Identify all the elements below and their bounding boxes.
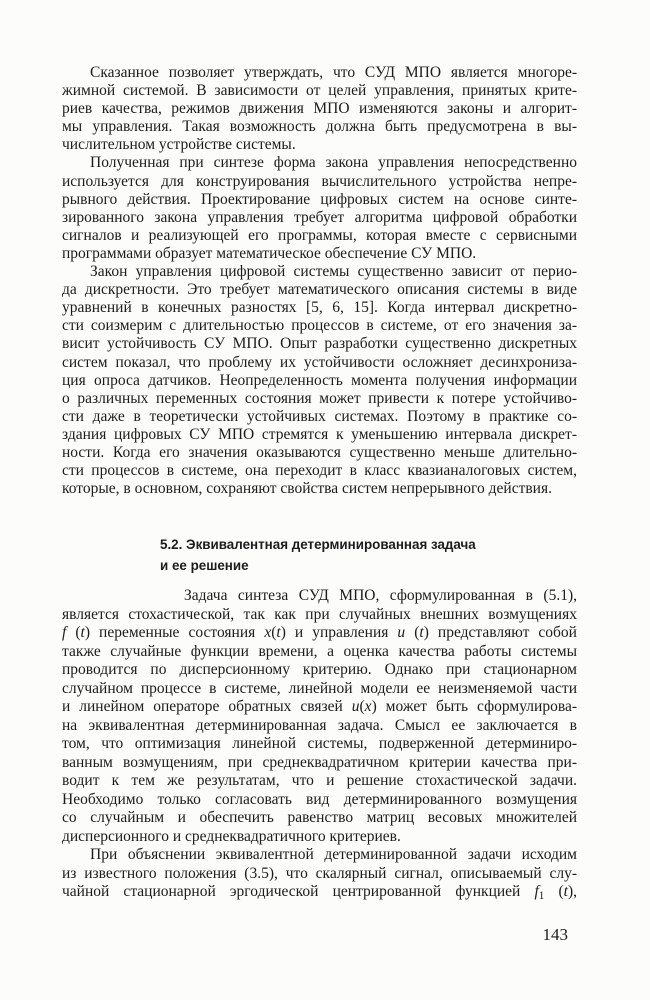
text-line: уравнений в конечных разностях [5, 6, 15]. Когда интервал дискретно- — [62, 299, 577, 317]
body-text-upper — [62, 64, 577, 498]
text-line: ция опроса датчиков. Неопределенность момента получения информации — [62, 371, 577, 389]
text-line: которые, в основном, сохраняют свойства систем непрерывного действия. — [62, 480, 552, 498]
text-line: мы управления. Такая возможность должна быть предусмотрена в вы- — [62, 118, 577, 136]
math-variable: u — [351, 698, 360, 715]
paragraph — [62, 846, 577, 902]
text-line: о различных переменных состояния может привести к потере устойчиво- — [62, 389, 577, 407]
paragraph — [62, 263, 577, 498]
text-line — [62, 698, 577, 717]
text-line: является стохастической, так как при случайных внешних возмущениях — [62, 605, 577, 623]
text-run: чайной стационарной эргодической центрированной функцией — [62, 883, 535, 900]
text-run: ) и управления — [280, 624, 398, 641]
text-line: числительном устройстве системы. — [62, 136, 296, 154]
section-heading-line-1: 5.2. Эквивалентная детерминированная задача — [160, 537, 476, 552]
text-line: здания цифровых СУ МПО стремятся к уменьшению интервала дискрет- — [62, 425, 577, 443]
text-line: программами образует математическое обеспечение СУ МПО. — [62, 244, 477, 262]
text-line: используется для конструирования вычислительного устройства непре- — [62, 172, 577, 190]
text-line: жимной системой. В зависимости от целей управления, принятых крите- — [62, 82, 577, 100]
text-line: висит устойчивость СУ МПО. Опыт разработки существенно дискретных — [62, 335, 577, 353]
text-run: ( — [359, 698, 365, 715]
math-variable: u — [397, 624, 406, 641]
section-heading-line-2: и ее решение — [160, 558, 249, 573]
text-line: проводится по дисперсионному критерию. Однако при стационарном — [62, 661, 577, 678]
text-line: также случайные функции времени, а оценка качества работы системы — [62, 642, 577, 660]
text-line: Закон управления цифровой системы существенно зависит от перио- — [90, 263, 577, 281]
text-run: ( — [271, 624, 277, 641]
math-variable: x — [264, 624, 272, 641]
text-run: ( — [66, 624, 81, 641]
text-line — [62, 883, 577, 902]
section-heading — [160, 534, 476, 576]
paragraph — [62, 154, 577, 263]
text-line: да дискретности. Это требует математического описания системы в виде — [62, 281, 577, 299]
text-line: Сказанное позволяет утверждать, что СУД МПО является многоре- — [90, 64, 577, 81]
text-line: ности. Когда его значения оказываются существенно меньше длительно- — [62, 443, 577, 461]
text-line: сти даже в теоретически устойчивых системах. Поэтому в практике со- — [62, 407, 577, 425]
text-line: том, что оптимизация линейной системы, подверженной детерминиро- — [62, 735, 577, 752]
text-line: Задача синтеза СУД МПО, сформулированная в (5.1), — [184, 587, 577, 604]
text-line: сти процессов в системе, она переходит в класс квазианалоговых систем, — [62, 462, 577, 480]
text-line: со случайным и обеспечить равенство матриц весовых множителей — [62, 809, 577, 826]
math-variable: x — [364, 698, 372, 715]
text-line: водит к тем же результатам, что и решение стохастической задачи. — [62, 772, 577, 789]
math-subscript: 1 — [538, 890, 545, 903]
math-variable: t — [563, 883, 568, 900]
text-line: зированного закона управления требует алгоритма цифровой обработки — [62, 208, 577, 226]
paragraph — [62, 64, 577, 154]
text-line: сти соизмерим с длительностью процессов в системе, от его значения за- — [62, 317, 577, 335]
math-variable: t — [80, 624, 85, 641]
text-line: Необходимо только согласовать вид детерминированного возмущения — [62, 790, 577, 808]
text-line: систем показал, что проблему их устойчивости осложняет десинхрониза- — [62, 353, 577, 371]
page-number: 143 — [542, 925, 568, 944]
text-line: При объяснении эквивалентной детерминированной задачи исходим — [90, 846, 577, 863]
body-text-lower — [62, 587, 577, 902]
math-variable: t — [276, 624, 281, 641]
text-run: ) представляют собой — [423, 624, 577, 641]
text-run: ) может быть сформулирова- — [371, 698, 577, 715]
text-line: Полученная при синтезе форма закона управления непосредственно — [90, 154, 577, 172]
text-line: рывного действия. Проектирование цифровых систем на основе синте- — [62, 190, 577, 208]
text-line: риев качества, режимов движения МПО изменяются законы и алгорит- — [62, 100, 577, 118]
math-variable: f — [534, 883, 539, 900]
math-variable: f — [62, 624, 67, 641]
text-line: сигналов и реализующей его программы, которая вместе с сервисными — [62, 226, 577, 244]
text-line — [62, 624, 577, 643]
text-line: дисперсионного и среднеквадратичного критериев. — [62, 827, 401, 845]
text-run: ), — [567, 883, 577, 900]
text-run: ( — [544, 883, 564, 900]
text-line: случайном процессе в системе, линейной модели ее неизменяемой части — [62, 679, 577, 697]
text-run: ( — [405, 624, 420, 641]
math-variable: t — [419, 624, 424, 641]
paragraph — [62, 587, 577, 846]
text-line: из известного положения (3.5), что скалярный сигнал, описываемый слу- — [62, 864, 577, 882]
text-line: на эквивалентная детерминированная задача. Смысл ее заключается в — [62, 716, 577, 734]
text-line: ванным возмущениям, при среднеквадратичном критерии качества при- — [62, 753, 577, 771]
text-run: и линейном операторе обратных связей — [62, 698, 352, 715]
text-run: ) переменные состояния — [84, 624, 265, 641]
